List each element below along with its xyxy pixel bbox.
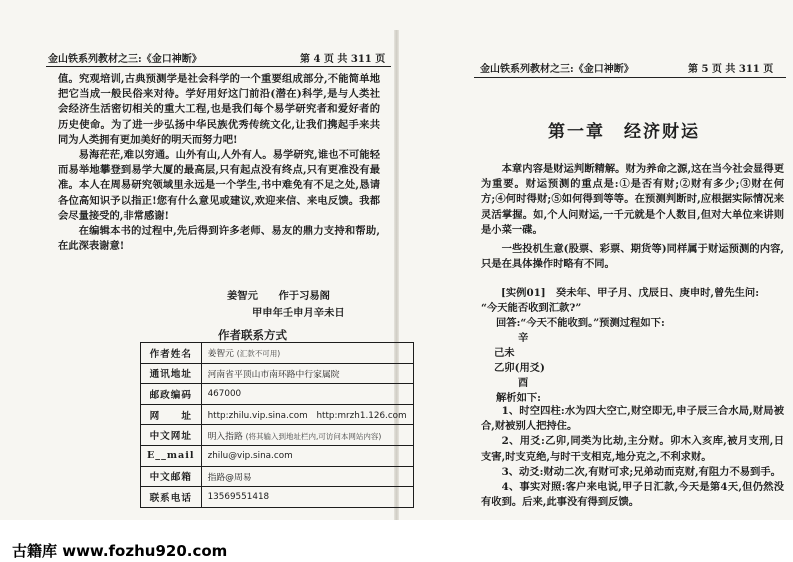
contact-note: (将其输入到地址栏内,可访问本网站内容) bbox=[245, 431, 382, 441]
signature-author: 姜智元 bbox=[227, 290, 258, 302]
left-header-title: 金山铁系列教材之三:《金口神断》 bbox=[48, 54, 202, 65]
right-header-title: 金山铁系列教材之三:《金口神断》 bbox=[480, 64, 634, 75]
contact-value-cell bbox=[201, 425, 413, 446]
case-answer: 回答:“今天不能收到。”预测过程如下: bbox=[496, 317, 665, 329]
contact-label: 网 址 bbox=[141, 404, 202, 425]
contact-row bbox=[141, 384, 414, 405]
contact-value: 13569551418 bbox=[207, 491, 270, 502]
right-header-page-number: 第 5 页 共 311 页 bbox=[688, 64, 774, 75]
left-body-text bbox=[58, 72, 380, 254]
analysis-label: 解析如下: bbox=[496, 392, 541, 404]
contact-label: 通讯地址 bbox=[141, 363, 202, 384]
analysis-points bbox=[481, 404, 784, 510]
right-page bbox=[398, 0, 793, 520]
chapter-intro-paragraph: 本章内容是财运判断精解。财为养命之源,这在当今社会显得更为重要。财运预测的重点是:①是否有财;②财有多少;③财在何方;④何时得财;⑤如何得到等等。在预测判断时,应根据实际情况来灵活掌握。如,个人问财运,一千元就是个人数目,但对大单位来讲则是小菜一碟。 bbox=[481, 163, 784, 236]
contact-value: 明入指路 bbox=[207, 431, 243, 442]
left-header-page-number: 第 4 页 共 311 页 bbox=[300, 54, 386, 65]
contact-value-cell bbox=[201, 487, 413, 508]
left-intro-paragraph: 值。究观培训,古典预测学是社会科学的一个重要组成部分,不能简单地把它当成一般民俗来对待。学好用好这门前沿(潜在)科学,是与人类社会经济生活密切相关的重大工程,也是我们每个易学研究者和爱好者的历史使命。为了进一步弘扬中华民族优秀传统文化,让我们携起手来共同为人类拥有更加美好的明天而努力吧! bbox=[58, 73, 380, 146]
contact-value-cell bbox=[201, 343, 413, 364]
contact-value: 姜智元 bbox=[207, 349, 234, 360]
contact-label: E__mail bbox=[141, 445, 202, 466]
chapter-title: 第一章 经济财运 bbox=[548, 122, 700, 142]
chart-line-4: 酉 bbox=[518, 377, 529, 389]
contact-row bbox=[141, 404, 414, 425]
contact-row bbox=[141, 445, 414, 466]
contact-value: 指路@周易 bbox=[207, 472, 252, 483]
contact-label: 联系电话 bbox=[141, 487, 202, 508]
chart-line-2: 己未 bbox=[494, 347, 515, 359]
case-heading: [实例01] 癸未年、甲子月、戊辰日、庚申时,曾先生问: bbox=[501, 287, 759, 299]
left-paragraph-1: 易海茫茫,难以穷通。山外有山,人外有人。易学研究,谁也不可能轻而易举地攀登到易学大厦的最高层,只有起点没有终点,只有更准没有最准。本人在周易研究领域里永远是一个学生,书中难免有不足之处,恳请各位高知识予以指正!您有什么意见或建议,欢迎来信、来电反馈。我都会尽量接受的,非常感谢! bbox=[58, 149, 380, 222]
right-header-rule bbox=[474, 77, 786, 78]
contact-table-title: 作者联系方式 bbox=[218, 328, 287, 342]
footer-watermark: 古籍库 www.fozhu920.com bbox=[12, 542, 228, 560]
contact-value-cell bbox=[201, 384, 413, 405]
contact-value: 467000 bbox=[207, 388, 242, 399]
contact-row bbox=[141, 466, 414, 487]
signature-line bbox=[227, 287, 330, 302]
chart-line-3: 乙卯(用爻) bbox=[494, 362, 545, 374]
contact-label: 邮政编码 bbox=[141, 384, 202, 405]
analysis-point-4: 4、事实对照:客户来电说,甲子日汇款,今天是第4天,但仍然没有收到。后来,此事没有得到反馈。 bbox=[481, 481, 784, 509]
contact-value-cell bbox=[201, 445, 413, 466]
signature-date: 甲申年壬申月辛未日 bbox=[252, 307, 345, 319]
left-page bbox=[0, 0, 407, 520]
chart-line-1: 辛 bbox=[518, 332, 529, 344]
contact-row bbox=[141, 425, 414, 446]
signature-place: 作于习易阁 bbox=[278, 290, 330, 302]
analysis-point-3: 3、动爻:财动二次,有财可求;兄弟动而克财,有阻力不易到手。 bbox=[501, 465, 781, 478]
left-paragraph-2: 在编辑本书的过程中,先后得到许多老师、易友的鼎力支持和帮助,在此深表谢意! bbox=[58, 225, 380, 253]
chapter-paragraph-2: 一些投机生意(股票、彩票、期货等)同样属于财运预测的内容,只是在具体操作时略有不同。 bbox=[481, 243, 784, 271]
contact-label: 中文网址 bbox=[141, 425, 202, 446]
left-header-rule bbox=[46, 66, 391, 67]
contact-row bbox=[141, 343, 414, 364]
contact-row bbox=[141, 363, 414, 384]
contact-value-cell bbox=[201, 466, 413, 487]
analysis-point-2: 2、用爻:乙卯,同类为比劫,主分财。卯木入亥库,被月支刑,日支害,时支克绝,与时干支相克,地分克之,不利求财。 bbox=[481, 435, 784, 463]
contact-value: 河南省平顶山市南环路中行家属院 bbox=[207, 369, 340, 380]
contact-table bbox=[140, 342, 414, 508]
contact-value: zhilu@vip.sina.com bbox=[207, 450, 293, 461]
contact-label: 作者姓名 bbox=[141, 343, 202, 364]
contact-label: 中文邮箱 bbox=[141, 466, 202, 487]
right-body-text bbox=[481, 162, 784, 272]
contact-note: (汇款不可用) bbox=[236, 349, 281, 359]
contact-row bbox=[141, 487, 414, 508]
analysis-point-1: 1、时空四柱:水为四大空亡,财空即无,申子辰三合水局,财局被合,财被别人把持住。 bbox=[481, 405, 784, 433]
contact-value-cell bbox=[201, 404, 413, 425]
contact-value: http:zhilu.vip.sina.com http:mrzh1.126.com bbox=[207, 411, 407, 422]
contact-value-cell bbox=[201, 363, 413, 384]
case-question: “今天能否收到汇款?” bbox=[481, 302, 582, 314]
